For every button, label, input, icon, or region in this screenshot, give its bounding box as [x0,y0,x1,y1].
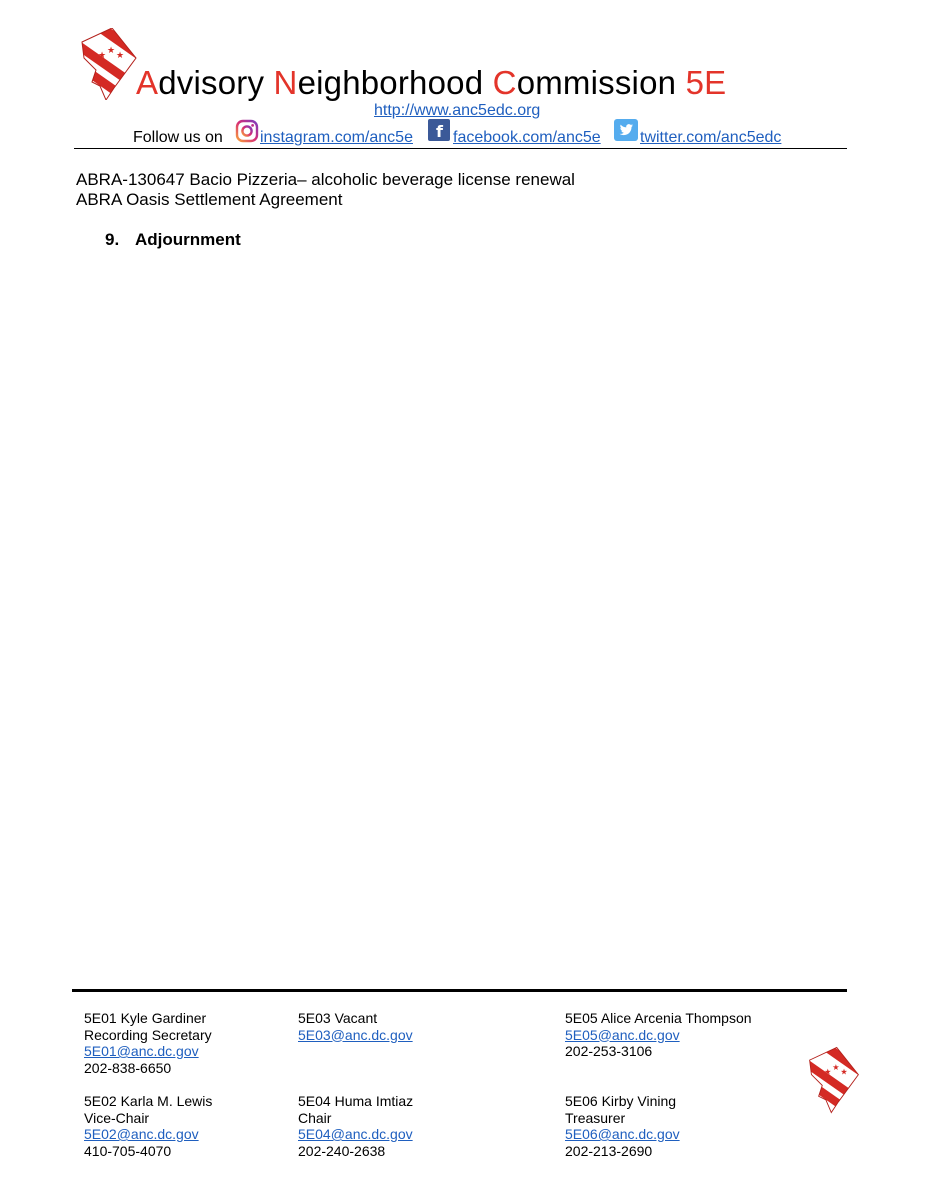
member-phone: 410-705-4070 [84,1142,172,1159]
member-5e02 [84,1093,212,1159]
svg-text:★: ★ [98,51,107,61]
member-role: Recording Secretary [84,1026,212,1043]
instagram-icon[interactable] [235,119,259,143]
follow-label: Follow us on [133,129,223,146]
header-divider [74,148,847,149]
member-email-link[interactable]: 5E05@anc.dc.gov [565,1026,680,1043]
member-phone: 202-240-2638 [298,1142,386,1159]
member-name: 5E03 Vacant [298,1010,378,1026]
member-5e01 [84,1010,212,1076]
member-email-link[interactable]: 5E03@anc.dc.gov [298,1026,413,1043]
member-email-link[interactable]: 5E06@anc.dc.gov [565,1126,680,1142]
body-line-settlement: ABRA Oasis Settlement Agreement [76,190,343,209]
member-name: 5E06 Kirby Vining [565,1093,677,1109]
footer-divider [72,989,847,992]
member-phone: 202-213-2690 [565,1142,653,1159]
member-role: Chair [298,1109,332,1126]
twitter-link[interactable]: twitter.com/anc5edc [640,129,782,146]
website-link[interactable]: http://www.anc5edc.org [374,102,541,119]
agenda-item-adjournment [105,230,241,250]
facebook-icon[interactable] [428,119,450,141]
facebook-link[interactable]: facebook.com/anc5e [453,129,601,146]
member-phone: 202-838-6650 [84,1059,172,1076]
member-email-link[interactable]: 5E01@anc.dc.gov [84,1043,199,1059]
member-name: 5E04 Huma Imtiaz [298,1093,414,1109]
title-word-advisory: dvisory [158,64,274,101]
svg-text:f: f [436,122,443,141]
title-letter-n: N [273,64,298,101]
social-links-row [0,117,926,147]
svg-text:★: ★ [116,51,125,61]
title-word-commission: ommission [516,64,686,101]
member-role: Treasurer [565,1109,626,1126]
member-5e04 [298,1093,413,1159]
instagram-link[interactable]: instagram.com/anc5e [260,129,413,146]
member-5e05 [565,1010,752,1060]
member-email-link[interactable]: 5E04@anc.dc.gov [298,1126,413,1142]
agenda-item-label: Adjournment [135,230,241,249]
page-title [136,63,726,103]
twitter-icon[interactable] [614,119,638,141]
member-name: 5E05 Alice Arcenia Thompson [565,1010,752,1026]
member-name: 5E01 Kyle Gardiner [84,1010,207,1026]
title-word-neighborhood: eighborhood [297,64,493,101]
body-line-abra-renewal: ABRA-130647 Bacio Pizzeria– alcoholic beverage license renewal [76,170,575,189]
dc-map-flag-logo-icon [806,1046,862,1114]
svg-text:★: ★ [832,1062,840,1073]
member-email-link[interactable]: 5E02@anc.dc.gov [84,1126,199,1142]
member-name: 5E02 Karla M. Lewis [84,1093,213,1109]
title-letter-c: C [492,64,517,101]
svg-text:★: ★ [107,46,116,56]
member-phone: 202-253-3106 [565,1043,653,1059]
title-letter-a: A [136,64,159,101]
member-5e03 [298,1010,413,1043]
svg-text:★: ★ [840,1066,848,1077]
member-role: Vice-Chair [84,1109,150,1126]
dc-map-flag-logo-icon [78,28,140,100]
agenda-item-number: 9. [105,230,120,249]
member-5e06 [565,1093,680,1159]
title-commission-number: 5E [685,64,727,101]
svg-text:★: ★ [824,1066,832,1077]
